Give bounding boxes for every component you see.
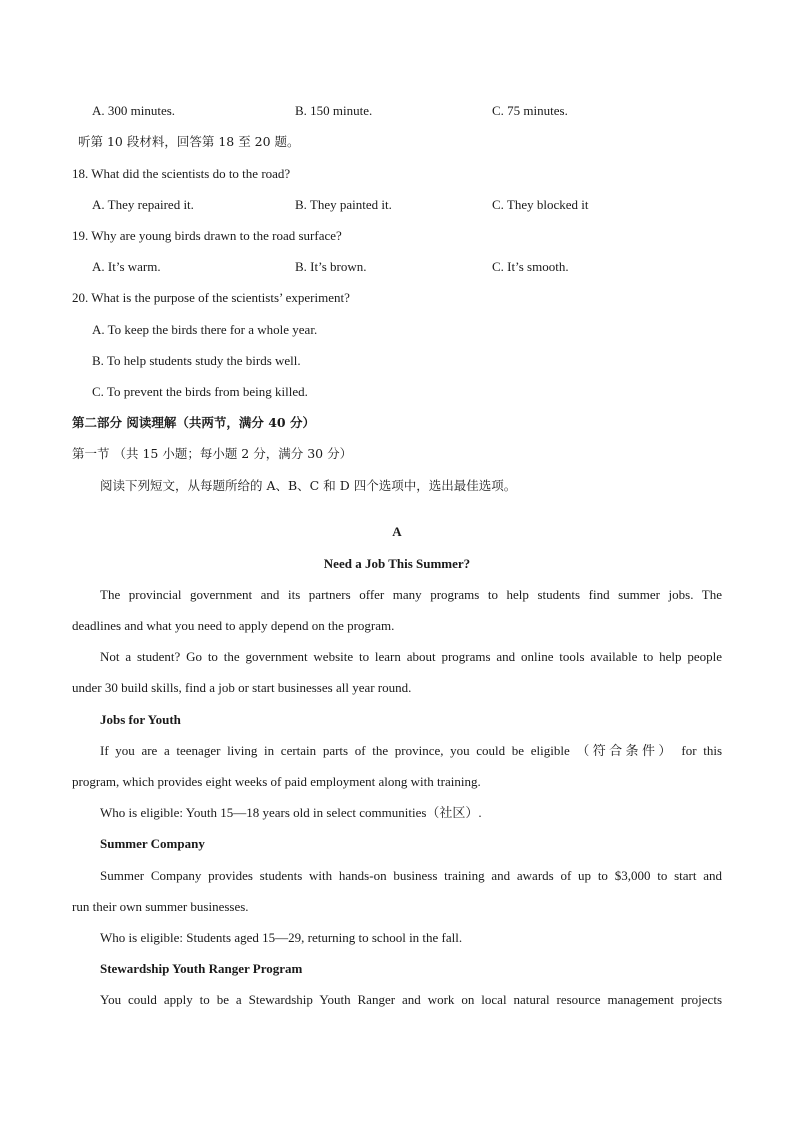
q19-option-c: C. It’s smooth. [492,259,569,274]
passage-p7-line1: You could apply to be a Stewardship Youth Ranger and work on local natural resource management projects [100,992,722,1007]
reading-instruction: 阅读下列短文，从每题所给的 A、B、C 和 D 四个选项中，选出最佳选项。 [100,478,517,493]
passage-p6-eligibility: Who is eligible: Students aged 15—29, returning to school in the fall. [100,930,463,945]
q18-stem: 18. What did the scientists do to the road? [72,166,291,181]
q19-options [92,259,732,275]
section1-heading: 第一节 （共 15 小题；每小题 2 分，满分 30 分） [72,446,353,461]
q17-option-c: C. 75 minutes. [492,103,568,118]
passage-p1-line1: The provincial government and its partners offer many programs to help students find summer jobs. The [100,587,722,602]
q17-option-b: B. 150 minute. [295,103,373,118]
q20-stem: 20. What is the purpose of the scientists’ experiment? [72,290,350,305]
passage-p2-line1: Not a student? Go to the government website to learn about programs and online tools available to help people [100,649,722,664]
passage-letter: A [392,524,402,539]
q20-option-a: A. To keep the birds there for a whole year. [92,322,318,337]
passage-p5-line1: Summer Company provides students with hands-on business training and awards of up to $3,000 to start and [100,868,722,883]
q18-option-b: B. They painted it. [295,197,392,212]
part2-heading: 第二部分 阅读理解（共两节，满分 40 分） [72,415,315,430]
passage-p4-eligibility: Who is eligible: Youth 15—18 years old in select communities（社区）. [100,805,482,820]
heading-stewardship-program: Stewardship Youth Ranger Program [100,961,303,976]
passage-p3-line2: program, which provides eight weeks of paid employment along with training. [72,774,481,789]
passage-p5-line2: run their own summer businesses. [72,899,249,914]
heading-jobs-for-youth: Jobs for Youth [100,712,181,727]
q18-option-a: A. They repaired it. [92,197,194,212]
q19-option-b: B. It’s brown. [295,259,367,274]
q18-options [92,197,732,213]
passage-title: Need a Job This Summer? [323,556,471,571]
q17-option-a: A. 300 minutes. [92,103,176,118]
passage-p2-line2: under 30 build skills, find a job or start businesses all year round. [72,680,412,695]
q19-stem: 19. Why are young birds drawn to the road surface? [72,228,342,243]
section10-intro: 听第 10 段材料，回答第 18 至 20 题。 [78,134,300,149]
q18-option-c: C. They blocked it [492,197,589,212]
heading-summer-company: Summer Company [100,836,205,851]
passage-p1-line2: deadlines and what you need to apply depend on the program. [72,618,395,633]
q19-option-a: A. It’s warm. [92,259,161,274]
q20-option-c: C. To prevent the birds from being killed. [92,384,308,399]
q17-options [92,103,732,119]
q20-option-b: B. To help students study the birds well. [92,353,301,368]
passage-p3-line1: If you are a teenager living in certain parts of the province, you could be eligible （符合条件） for this [100,743,722,758]
